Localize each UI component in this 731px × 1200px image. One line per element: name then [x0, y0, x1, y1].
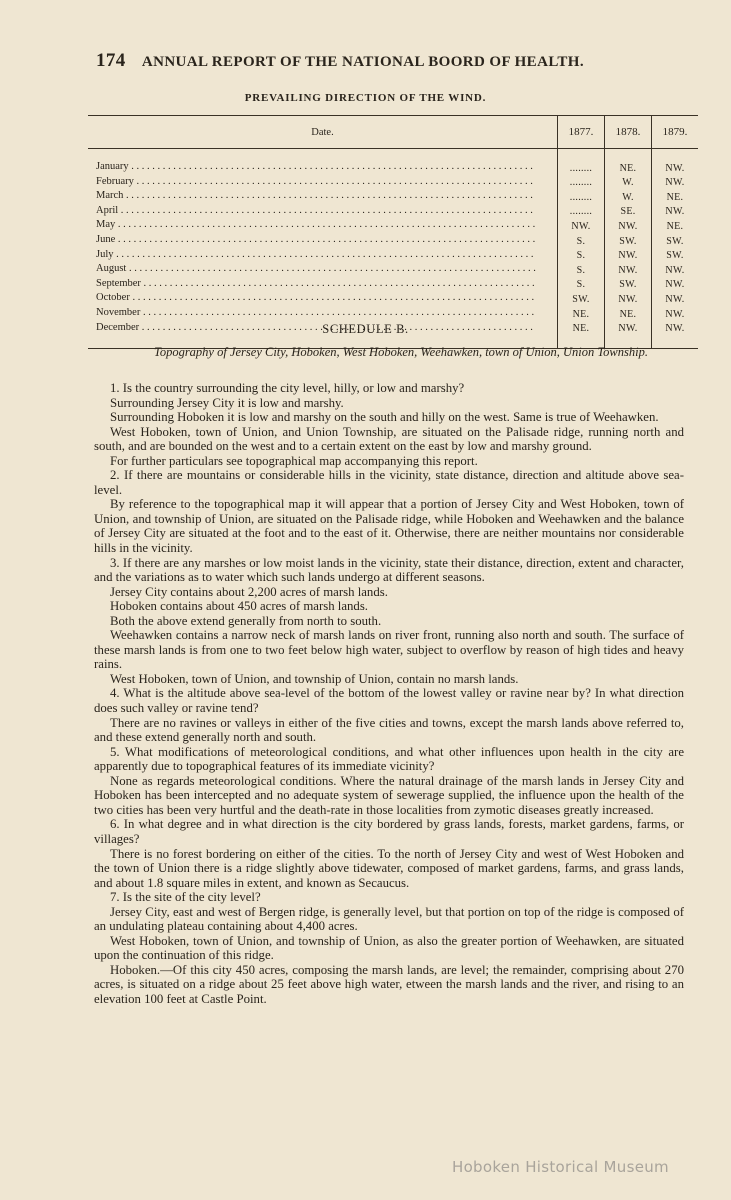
value-1877-cell: NE.: [558, 307, 605, 322]
table-row: [88, 249, 698, 264]
paragraph: West Hoboken, town of Union, and Union Township, are situated on the Palisade ridge, running north and south, and are bounded on the west and to a certain extent on the east by low and marshy ground.: [94, 424, 684, 454]
table-row: [88, 161, 698, 176]
value-1877-cell: ........: [558, 176, 605, 191]
month-cell: March . . .: [88, 190, 536, 201]
value-1879-cell: NW.: [652, 176, 699, 191]
table-spacer-row: [88, 149, 698, 162]
value-1878-cell: NW.: [605, 292, 652, 307]
month-cell: February . . .: [88, 176, 536, 187]
value-1877-cell: ........: [558, 161, 605, 176]
paragraph: By reference to the topographical map it will appear that a portion of Jersey City and West Hoboken, town of Union, and township of Union, are situated on the Palisade ridge, while Hoboken and Weehawken and the balance of Jersey City are situated at the foot and to the east of it. Otherwise, there are neither mountains nor considerable hills in the vicinity.: [94, 497, 684, 556]
value-1877-cell: S.: [558, 263, 605, 278]
month-cell-wrapper: [88, 263, 558, 278]
month-cell-wrapper: [88, 219, 558, 234]
month-cell-wrapper: [88, 205, 558, 220]
value-1879-cell: NW.: [652, 278, 699, 293]
value-1879-cell: SW.: [652, 249, 699, 264]
paragraph: 3. If there are any marshes or low moist lands in the vicinity, state their distance, direction, extent and character, and the variations as to water which such lands undergo at different seasons.: [94, 555, 684, 585]
paragraph: 7. Is the site of the city level?: [110, 890, 261, 905]
month-cell-wrapper: [88, 307, 558, 322]
table-row: [88, 219, 698, 234]
paragraph: 6. In what degree and in what direction is the city bordered by grass lands, forests, market gardens, farms, or villages?: [94, 817, 684, 846]
paragraph: Jersey City, east and west of Bergen ridge, is generally level, but that portion on top of the ridge is composed of an undulating plateau containing about 4,400 acres.: [94, 904, 684, 934]
value-1877-cell: ........: [558, 205, 605, 220]
paragraph: There are no ravines or valleys in either of the five cities and towns, except the marsh lands above referred to, and these extend generally north and south.: [94, 715, 684, 745]
paragraph: Surrounding Jersey City it is low and marshy.: [110, 395, 344, 410]
month-cell: April . . .: [88, 205, 536, 216]
paragraph: Surrounding Hoboken it is low and marshy on the south and hilly on the west. Same is true of Weehawken.: [110, 410, 659, 425]
wind-table-body: [88, 149, 698, 349]
month-cell-wrapper: [88, 249, 558, 264]
month-cell: August . . .: [88, 263, 536, 274]
paragraph: Hoboken contains about 450 acres of marsh lands.: [110, 599, 369, 614]
month-cell: November . . .: [88, 307, 536, 318]
month-cell: October . . .: [88, 292, 536, 303]
value-1879-cell: NW.: [652, 292, 699, 307]
value-1878-cell: NE.: [605, 307, 652, 322]
month-cell-wrapper: [88, 234, 558, 249]
value-1878-cell: W.: [605, 176, 652, 191]
paragraph: 2. If there are mountains or considerable hills in the vicinity, state distance, direction and altitude above sea-level.: [94, 468, 684, 497]
value-1879-cell: NW.: [652, 205, 699, 220]
table-row: [88, 307, 698, 322]
month-cell: June . . .: [88, 234, 536, 245]
paragraph: None as regards meteorological conditions. Where the natural drainage of the marsh lands in Jersey City and Hoboken has been intercepted and no adequate system of sewerage supplied, the influence upon the health of the two cities has been very hurtful and the death-rate in those localities from zymotic diseases greatly increased.: [94, 773, 684, 817]
paragraph: Weehawken contains a narrow neck of marsh lands on river front, running also north and south. The surface of these marsh lands is from one to two feet below high water, subject to overflow by reason of high tides and heavy rains.: [94, 628, 684, 672]
paragraph: West Hoboken, town of Union, and township of Union, as also the greater portion of Weehawken, are situated upon the continuation of this ridge.: [94, 933, 684, 963]
value-1877-cell: NW.: [558, 219, 605, 234]
month-cell: July . . .: [88, 249, 536, 260]
value-1879-cell: NW.: [652, 322, 699, 337]
schedule-subtitle: Topography of Jersey City, Hoboken, West Hoboken, Weehawken, town of Union, Union Township.: [154, 345, 648, 359]
table-row: [88, 263, 698, 278]
table-row: [88, 292, 698, 307]
body-text: [94, 381, 684, 1007]
running-header: [96, 50, 656, 72]
value-1877-cell: SW.: [558, 292, 605, 307]
month-cell: May . . .: [88, 219, 536, 230]
value-1878-cell: SW.: [605, 278, 652, 293]
value-1878-cell: NW.: [605, 322, 652, 337]
wind-direction-table: [88, 115, 698, 349]
paragraph: Jersey City contains about 2,200 acres of marsh lands.: [110, 584, 388, 599]
paragraph: 4. What is the altitude above sea-level of the bottom of the lowest valley or ravine near by? In what direction does such valley or ravine tend?: [94, 686, 684, 716]
table-row: [88, 205, 698, 220]
month-cell-wrapper: [88, 278, 558, 293]
report-title: ANNUAL REPORT OF THE NATIONAL BOORD OF HEALTH.: [141, 54, 584, 70]
paragraph: Both the above extend generally from north to south.: [110, 613, 382, 628]
month-cell-wrapper: [88, 292, 558, 307]
table-row: [88, 176, 698, 191]
value-1878-cell: NW.: [605, 249, 652, 264]
table-row: [88, 278, 698, 293]
table-row: [88, 190, 698, 205]
date-column-header: Date.: [88, 116, 558, 149]
month-cell: September . . .: [88, 278, 536, 289]
value-1877-cell: NE.: [558, 322, 605, 337]
value-1879-cell: NW.: [652, 307, 699, 322]
table-row: [88, 234, 698, 249]
year-1878-header: 1878.: [605, 116, 652, 149]
value-1878-cell: NE.: [605, 161, 652, 176]
value-1879-cell: NW.: [652, 263, 699, 278]
schedule-heading: SCHEDULE B.: [322, 322, 409, 336]
month-cell: December . . .: [88, 322, 536, 333]
value-1879-cell: SW.: [652, 234, 699, 249]
value-1877-cell: S.: [558, 249, 605, 264]
paragraph: For further particulars see topographical map accompanying this report.: [110, 453, 478, 468]
value-1878-cell: W.: [605, 190, 652, 205]
value-1878-cell: SW.: [605, 234, 652, 249]
page-number: 174: [96, 50, 126, 71]
value-1878-cell: SE.: [605, 205, 652, 220]
value-1877-cell: S.: [558, 278, 605, 293]
paragraph: 1. Is the country surrounding the city level, hilly, or low and marshy?: [110, 381, 465, 395]
value-1879-cell: NW.: [652, 161, 699, 176]
wind-table-title: PREVAILING DIRECTION OF THE WIND.: [244, 92, 487, 104]
value-1878-cell: NW.: [605, 263, 652, 278]
paragraph: West Hoboken, town of Union, and township of Union, contain no marsh lands.: [110, 671, 519, 686]
value-1879-cell: NE.: [652, 219, 699, 234]
year-1877-header: 1877.: [558, 116, 605, 149]
table-header-row: [88, 116, 698, 149]
value-1879-cell: NE.: [652, 190, 699, 205]
paragraph: There is no forest bordering on either of the cities. To the north of Jersey City and west of West Hoboken and the town of Union there is a ridge slightly above tidewater, composed of market gardens, farms, and grass lands, and about 1.8 square miles in extent, and known as Secaucus.: [94, 846, 684, 890]
month-cell-wrapper: [88, 161, 558, 176]
value-1878-cell: NW.: [605, 219, 652, 234]
month-cell-wrapper: [88, 176, 558, 191]
year-1879-header: 1879.: [652, 116, 699, 149]
paragraph: 5. What modifications of meteorological conditions, and what other influences upon health in the city are apparently due to topographical features of its immediate vicinity?: [94, 744, 684, 774]
month-cell: January . . .: [88, 161, 536, 172]
month-cell-wrapper: [88, 190, 558, 205]
value-1877-cell: S.: [558, 234, 605, 249]
paragraph: Hoboken.—Of this city 450 acres, composing the marsh lands, are level; the remainder, comprising about 270 acres, is situated on a ridge about 25 feet above high water, etween the marsh lands and the river, and rising to an elevation 100 feet at Castle Point.: [94, 962, 684, 1006]
value-1877-cell: ........: [558, 190, 605, 205]
museum-watermark: Hoboken Historical Museum: [452, 1158, 669, 1176]
